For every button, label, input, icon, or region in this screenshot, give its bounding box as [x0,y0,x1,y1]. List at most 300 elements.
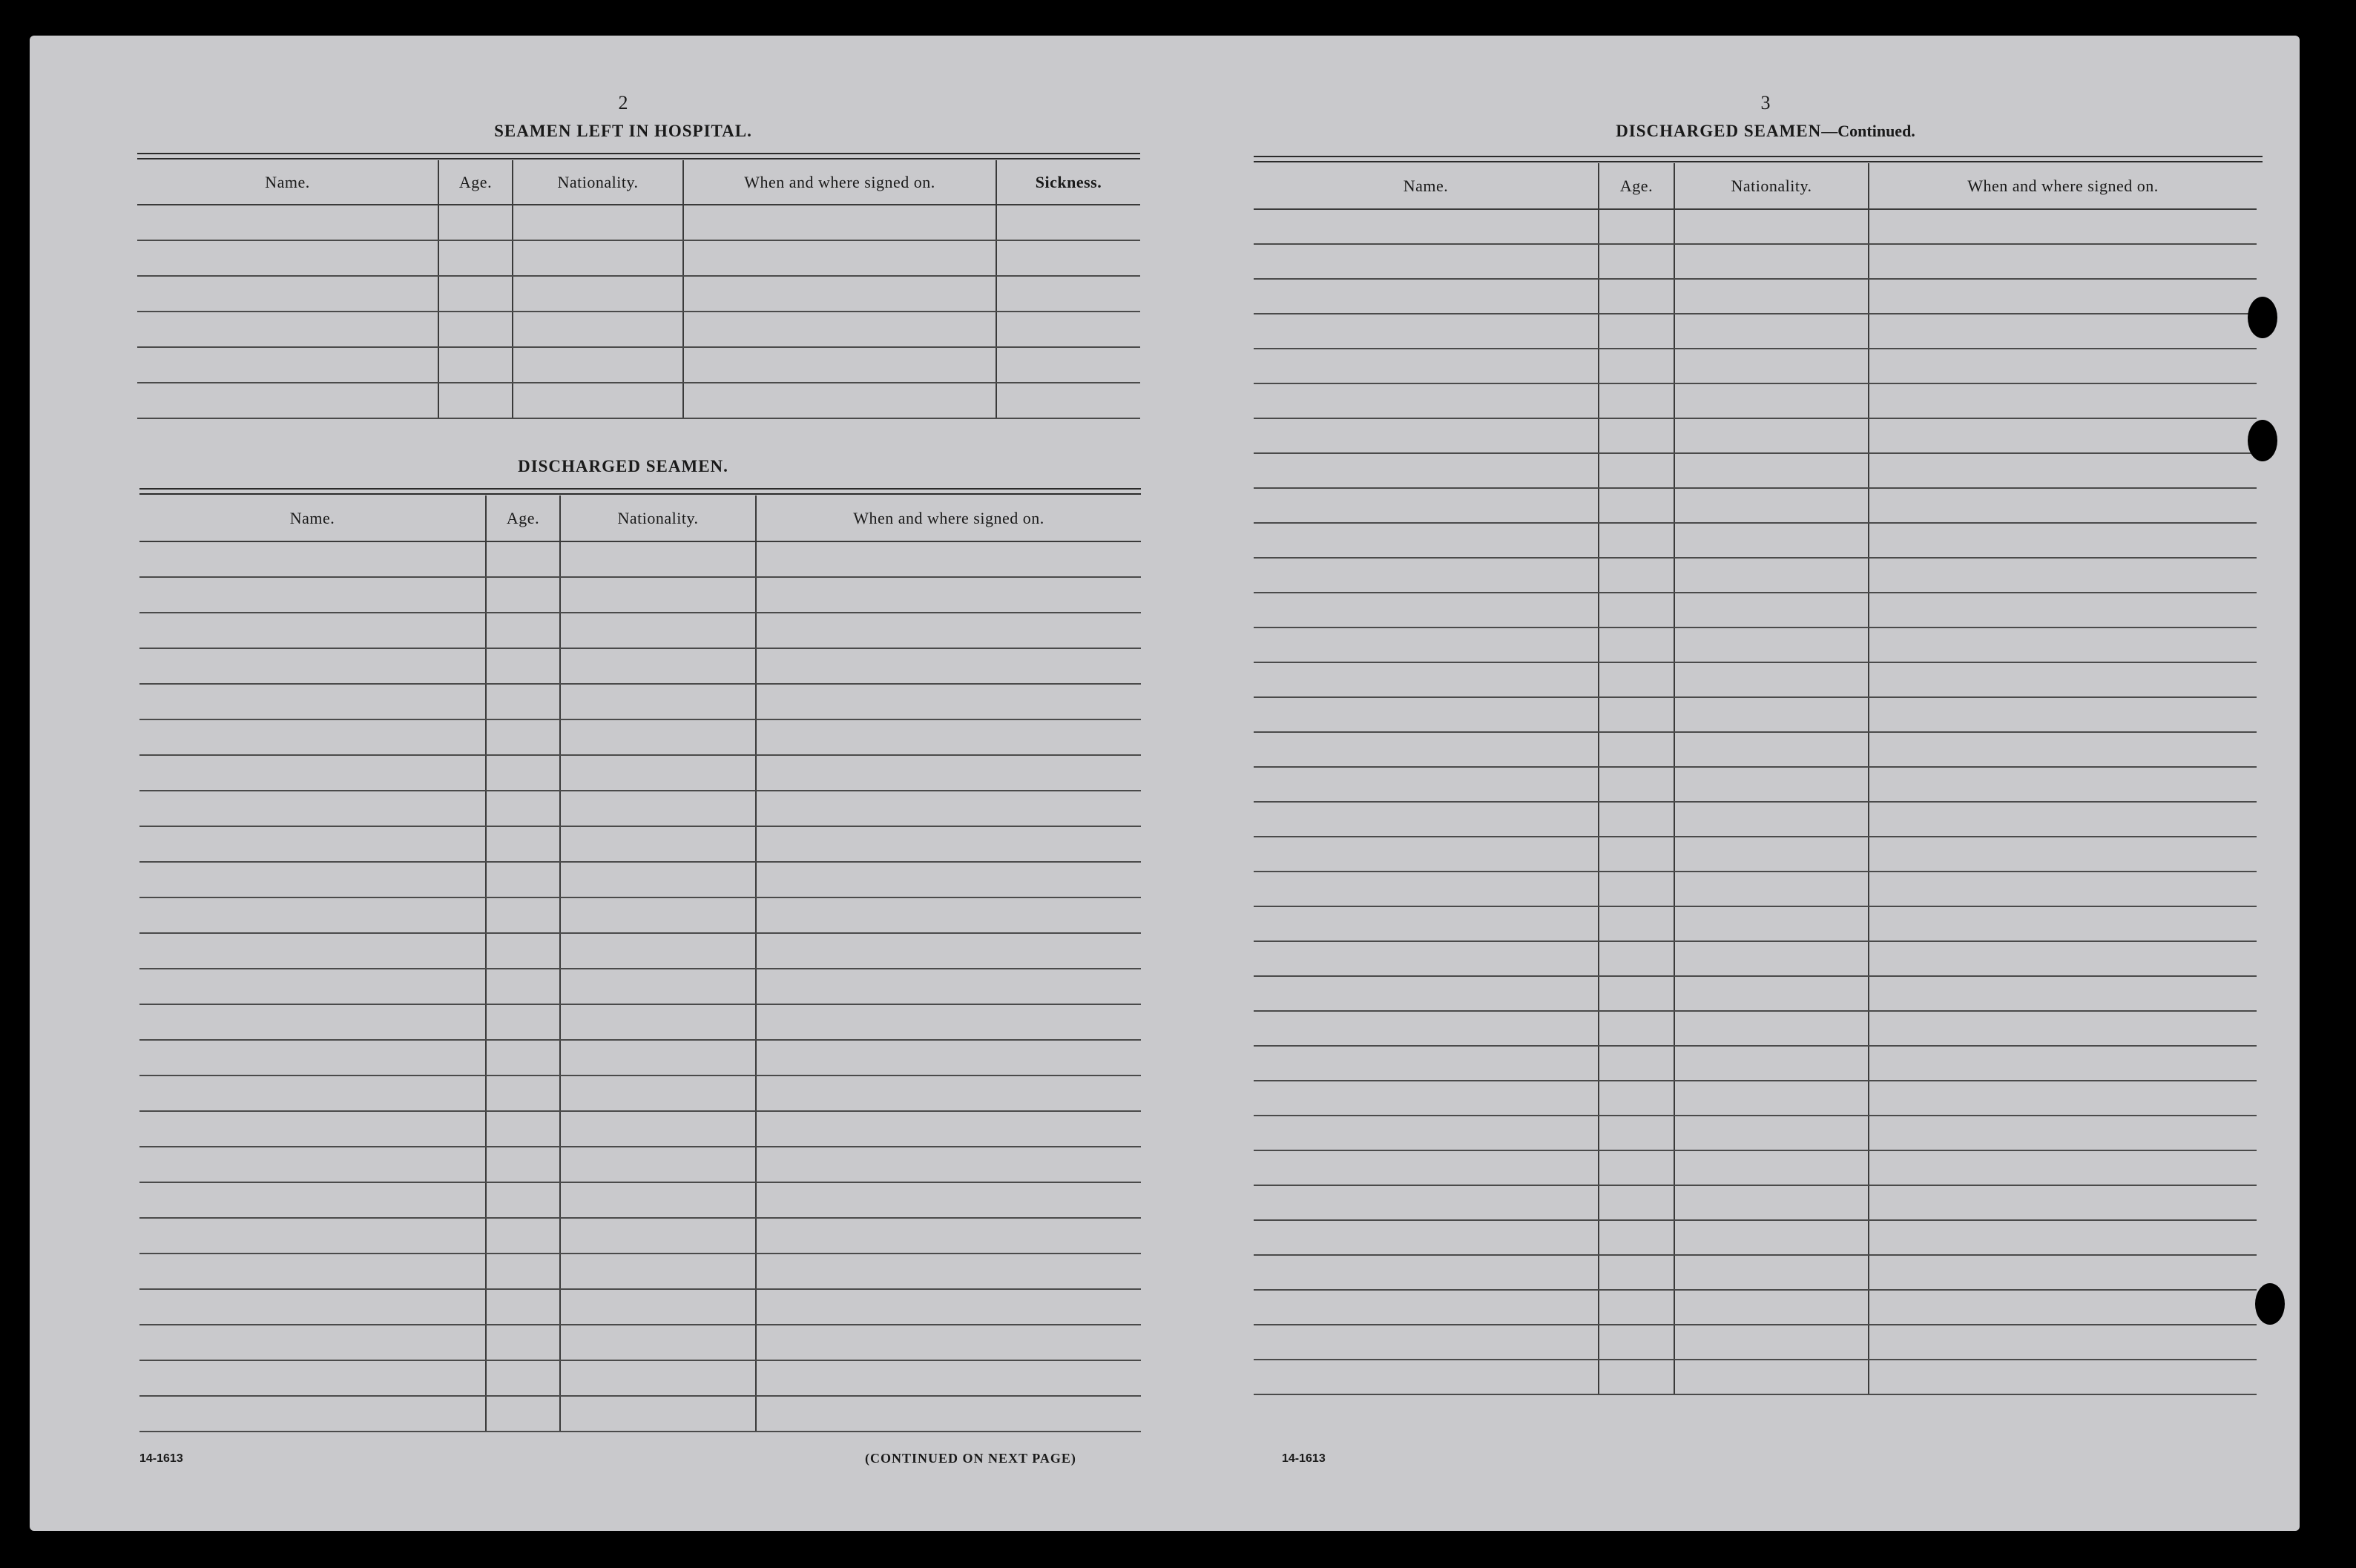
blank-cell [139,933,486,969]
blank-cell [1869,767,2257,802]
blank-cell [1869,1116,2257,1150]
blank-cell [1869,453,2257,488]
hospital-section-title: SEAMEN LEFT IN HOSPITAL. [494,122,752,140]
blank-cell [438,347,513,383]
blank-cell [1599,244,1674,279]
blank-cell [1869,209,2257,244]
blank-cell [1254,1325,1599,1360]
table-row [139,862,1141,897]
blank-cell [1254,593,1599,627]
blank-cell [513,240,683,276]
table-row [1254,697,2257,732]
blank-cell [1674,1325,1869,1360]
title-main: DISCHARGED SEAMEN [1616,122,1822,140]
blank-cell [1674,523,1869,558]
page-left [104,36,1142,1531]
blank-cell [486,648,560,684]
blank-cell [1599,906,1674,941]
blank-cell [1254,1255,1599,1290]
blank-cell [683,276,996,312]
blank-cell [1674,488,1869,523]
blank-cell [1869,1220,2257,1255]
blank-cell [1869,1011,2257,1046]
table-row [1254,209,2257,244]
blank-cell [486,719,560,755]
col-header-nationality: Nationality. [513,160,683,205]
table-row [1254,383,2257,418]
blank-cell [438,240,513,276]
blank-cell [560,1004,756,1040]
blank-cell [486,1147,560,1182]
blank-cell [486,1075,560,1111]
table-row [1254,1325,2257,1360]
table-row [137,312,1140,347]
table-row [1254,1081,2257,1116]
blank-cell [996,276,1140,312]
table-row [1254,627,2257,662]
blank-cell [756,1325,1141,1360]
table-row [137,240,1140,276]
blank-cell [513,276,683,312]
table-row [139,684,1141,719]
blank-cell [1254,558,1599,593]
discharged-section-title: DISCHARGED SEAMEN. [518,457,728,475]
blank-cell [139,1218,486,1254]
blank-cell [560,969,756,1004]
table-row [139,791,1141,826]
blank-cell [486,613,560,648]
blank-cell [1254,1360,1599,1394]
table-row [139,577,1141,613]
blank-cell [756,1396,1141,1432]
binder-hole [2248,420,2277,461]
blank-cell [513,383,683,418]
col-header-signed-on: When and where signed on. [756,495,1141,541]
discharged-rows [139,541,1141,1432]
blank-cell [486,1325,560,1360]
blank-cell [1869,837,2257,872]
blank-cell [1599,1325,1674,1360]
blank-cell [1254,697,1599,732]
table-row [1254,767,2257,802]
blank-cell [1869,383,2257,418]
blank-cell [1599,976,1674,1011]
blank-cell [756,1004,1141,1040]
blank-cell [1599,697,1674,732]
table-row [137,205,1140,240]
blank-cell [137,347,438,383]
hospital-table [137,160,1140,419]
blank-cell [1599,627,1674,662]
blank-cell [1599,872,1674,906]
blank-cell [1254,767,1599,802]
blank-cell [1599,593,1674,627]
blank-cell [756,1289,1141,1325]
table-row [137,383,1140,418]
blank-cell [1674,872,1869,906]
table-row [1254,1150,2257,1185]
blank-cell [683,205,996,240]
blank-cell [139,862,486,897]
blank-cell [560,1111,756,1147]
blank-cell [1254,906,1599,941]
blank-cell [1869,802,2257,837]
blank-cell [1599,1011,1674,1046]
blank-cell [1599,1081,1674,1116]
blank-cell [560,1182,756,1218]
blank-cell [486,1218,560,1254]
table-row [1254,1255,2257,1290]
table-row [1254,906,2257,941]
blank-cell [1254,627,1599,662]
binder-hole [2255,1283,2285,1325]
table-row [139,1325,1141,1360]
table-row [1254,418,2257,453]
blank-cell [756,1218,1141,1254]
blank-cell [1254,872,1599,906]
blank-cell [1674,1046,1869,1081]
table-row [139,933,1141,969]
blank-cell [1254,244,1599,279]
blank-cell [1599,662,1674,697]
table-row [1254,349,2257,383]
blank-cell [1254,1150,1599,1185]
blank-cell [1599,558,1674,593]
blank-cell [756,1182,1141,1218]
blank-cell [560,613,756,648]
table-row [137,347,1140,383]
blank-cell [1674,593,1869,627]
blank-cell [1254,349,1599,383]
blank-cell [1869,1325,2257,1360]
table-row [1254,872,2257,906]
blank-cell [1599,349,1674,383]
blank-cell [1599,418,1674,453]
blank-cell [137,383,438,418]
blank-cell [1869,1255,2257,1290]
blank-cell [1599,1290,1674,1325]
blank-cell [1869,1046,2257,1081]
blank-cell [996,347,1140,383]
blank-cell [1869,558,2257,593]
blank-cell [139,791,486,826]
blank-cell [1254,976,1599,1011]
blank-cell [1254,279,1599,314]
blank-cell [513,205,683,240]
table-row [139,648,1141,684]
form-code: 14-1613 [1282,1452,1326,1465]
blank-cell [1869,279,2257,314]
blank-cell [486,969,560,1004]
table-row [139,1360,1141,1396]
table-row [139,755,1141,791]
blank-cell [1254,418,1599,453]
blank-cell [1599,1046,1674,1081]
document-sheet [30,36,2300,1531]
blank-cell [1869,349,2257,383]
blank-cell [486,826,560,862]
blank-cell [1674,314,1869,349]
blank-cell [756,755,1141,791]
blank-cell [756,684,1141,719]
blank-cell [486,684,560,719]
blank-cell [1599,1150,1674,1185]
table-row [1254,662,2257,697]
table-row [139,719,1141,755]
blank-cell [756,577,1141,613]
blank-cell [1599,383,1674,418]
blank-cell [560,791,756,826]
blank-cell [139,1075,486,1111]
blank-cell [1674,453,1869,488]
blank-cell [438,276,513,312]
table-row [139,613,1141,648]
blank-cell [1674,244,1869,279]
blank-cell [1869,244,2257,279]
blank-cell [486,541,560,577]
blank-cell [1869,314,2257,349]
table-row [1254,941,2257,976]
blank-cell [1254,1046,1599,1081]
title-suffix: —Continued. [1821,122,1915,140]
form-code: 14-1613 [139,1452,183,1465]
table-row [1254,488,2257,523]
blank-cell [756,826,1141,862]
blank-cell [1674,627,1869,662]
blank-cell [1254,209,1599,244]
blank-cell [1599,767,1674,802]
table-row [1254,1360,2257,1394]
blank-cell [1674,1011,1869,1046]
blank-cell [1674,1081,1869,1116]
blank-cell [486,577,560,613]
table-row [1254,732,2257,767]
col-header-name: Name. [1254,163,1599,209]
double-rule [1254,156,2263,162]
blank-cell [137,240,438,276]
blank-cell [1254,1220,1599,1255]
blank-cell [139,1111,486,1147]
blank-cell [1869,1360,2257,1394]
blank-cell [683,383,996,418]
blank-cell [1254,662,1599,697]
blank-cell [1869,627,2257,662]
discharged-continued-title [1246,122,2285,141]
col-header-name: Name. [139,495,486,541]
blank-cell [1674,1255,1869,1290]
blank-cell [756,1360,1141,1396]
discharged-table [139,495,1141,1432]
blank-cell [560,719,756,755]
blank-cell [139,1360,486,1396]
blank-cell [756,1040,1141,1075]
blank-cell [1254,1011,1599,1046]
blank-cell [1254,941,1599,976]
blank-cell [1254,802,1599,837]
blank-cell [1674,941,1869,976]
table-row [139,1147,1141,1182]
blank-cell [486,862,560,897]
blank-cell [486,1396,560,1432]
blank-cell [1254,1116,1599,1150]
double-rule [139,488,1141,495]
blank-cell [1674,976,1869,1011]
blank-cell [1674,1220,1869,1255]
blank-cell [1599,209,1674,244]
blank-cell [1599,1116,1674,1150]
blank-cell [1254,1081,1599,1116]
blank-cell [560,1218,756,1254]
blank-cell [1674,732,1869,767]
blank-cell [996,205,1140,240]
blank-cell [683,347,996,383]
blank-cell [1674,279,1869,314]
blank-cell [1674,1150,1869,1185]
blank-cell [1869,523,2257,558]
table-row [139,1111,1141,1147]
blank-cell [139,755,486,791]
blank-cell [756,1147,1141,1182]
blank-cell [560,1396,756,1432]
discharged-continued-table [1254,163,2257,1395]
blank-cell [756,897,1141,933]
blank-cell [486,1360,560,1396]
blank-cell [1869,976,2257,1011]
double-rule [137,153,1140,159]
blank-cell [560,1325,756,1360]
blank-cell [1869,593,2257,627]
blank-cell [139,969,486,1004]
page-number: 3 [1760,92,1771,113]
blank-cell [560,897,756,933]
table-row [139,1040,1141,1075]
table-row [1254,558,2257,593]
table-row [139,1396,1141,1432]
blank-cell [137,276,438,312]
page-number: 2 [618,92,628,113]
page-right [1246,36,2285,1531]
table-row [139,1182,1141,1218]
col-header-name: Name. [137,160,438,205]
blank-cell [756,613,1141,648]
blank-cell [438,383,513,418]
blank-cell [486,1182,560,1218]
blank-cell [1254,837,1599,872]
table-row [137,276,1140,312]
blank-cell [560,1147,756,1182]
table-row [139,1254,1141,1289]
table-row [139,541,1141,577]
blank-cell [683,312,996,347]
blank-cell [1254,383,1599,418]
blank-cell [1869,662,2257,697]
table-row [139,897,1141,933]
blank-cell [756,719,1141,755]
blank-cell [139,897,486,933]
blank-cell [1599,523,1674,558]
blank-cell [1599,279,1674,314]
table-row [139,826,1141,862]
blank-cell [560,1289,756,1325]
discharged-continued-rows [1254,209,2257,1394]
blank-cell [756,862,1141,897]
table-row [1254,1046,2257,1081]
col-header-age: Age. [1599,163,1674,209]
blank-cell [1674,209,1869,244]
blank-cell [683,240,996,276]
table-row [1254,976,2257,1011]
blank-cell [513,347,683,383]
blank-cell [1674,1290,1869,1325]
blank-cell [1599,1360,1674,1394]
blank-cell [139,1147,486,1182]
blank-cell [1674,906,1869,941]
table-row [1254,523,2257,558]
blank-cell [139,1396,486,1432]
blank-cell [560,541,756,577]
blank-cell [1254,1185,1599,1220]
blank-cell [756,1111,1141,1147]
blank-cell [560,755,756,791]
blank-cell [1674,1116,1869,1150]
blank-cell [996,383,1140,418]
table-row [1254,279,2257,314]
blank-cell [486,897,560,933]
blank-cell [486,791,560,826]
blank-cell [1674,1185,1869,1220]
blank-cell [1599,1185,1674,1220]
blank-cell [996,312,1140,347]
table-row [139,969,1141,1004]
blank-cell [756,969,1141,1004]
col-header-nationality: Nationality. [1674,163,1869,209]
blank-cell [486,755,560,791]
blank-cell [1674,837,1869,872]
blank-cell [1599,488,1674,523]
blank-cell [139,648,486,684]
blank-cell [756,1075,1141,1111]
table-row [139,1004,1141,1040]
blank-cell [1869,1185,2257,1220]
table-row [139,1218,1141,1254]
blank-cell [560,1075,756,1111]
table-row [1254,1290,2257,1325]
blank-cell [560,648,756,684]
blank-cell [756,541,1141,577]
blank-cell [756,1254,1141,1289]
blank-cell [1599,941,1674,976]
blank-cell [1254,314,1599,349]
blank-cell [1599,1220,1674,1255]
blank-cell [756,648,1141,684]
blank-cell [1869,1290,2257,1325]
blank-cell [1869,872,2257,906]
col-header-nationality: Nationality. [560,495,756,541]
blank-cell [560,577,756,613]
col-header-sickness: Sickness. [996,160,1140,205]
blank-cell [1674,1360,1869,1394]
blank-cell [1599,837,1674,872]
blank-cell [1674,767,1869,802]
blank-cell [438,205,513,240]
blank-cell [1674,802,1869,837]
blank-cell [139,1004,486,1040]
hospital-rows [137,205,1140,418]
blank-cell [137,312,438,347]
blank-cell [486,1254,560,1289]
blank-cell [1599,732,1674,767]
blank-cell [560,1254,756,1289]
